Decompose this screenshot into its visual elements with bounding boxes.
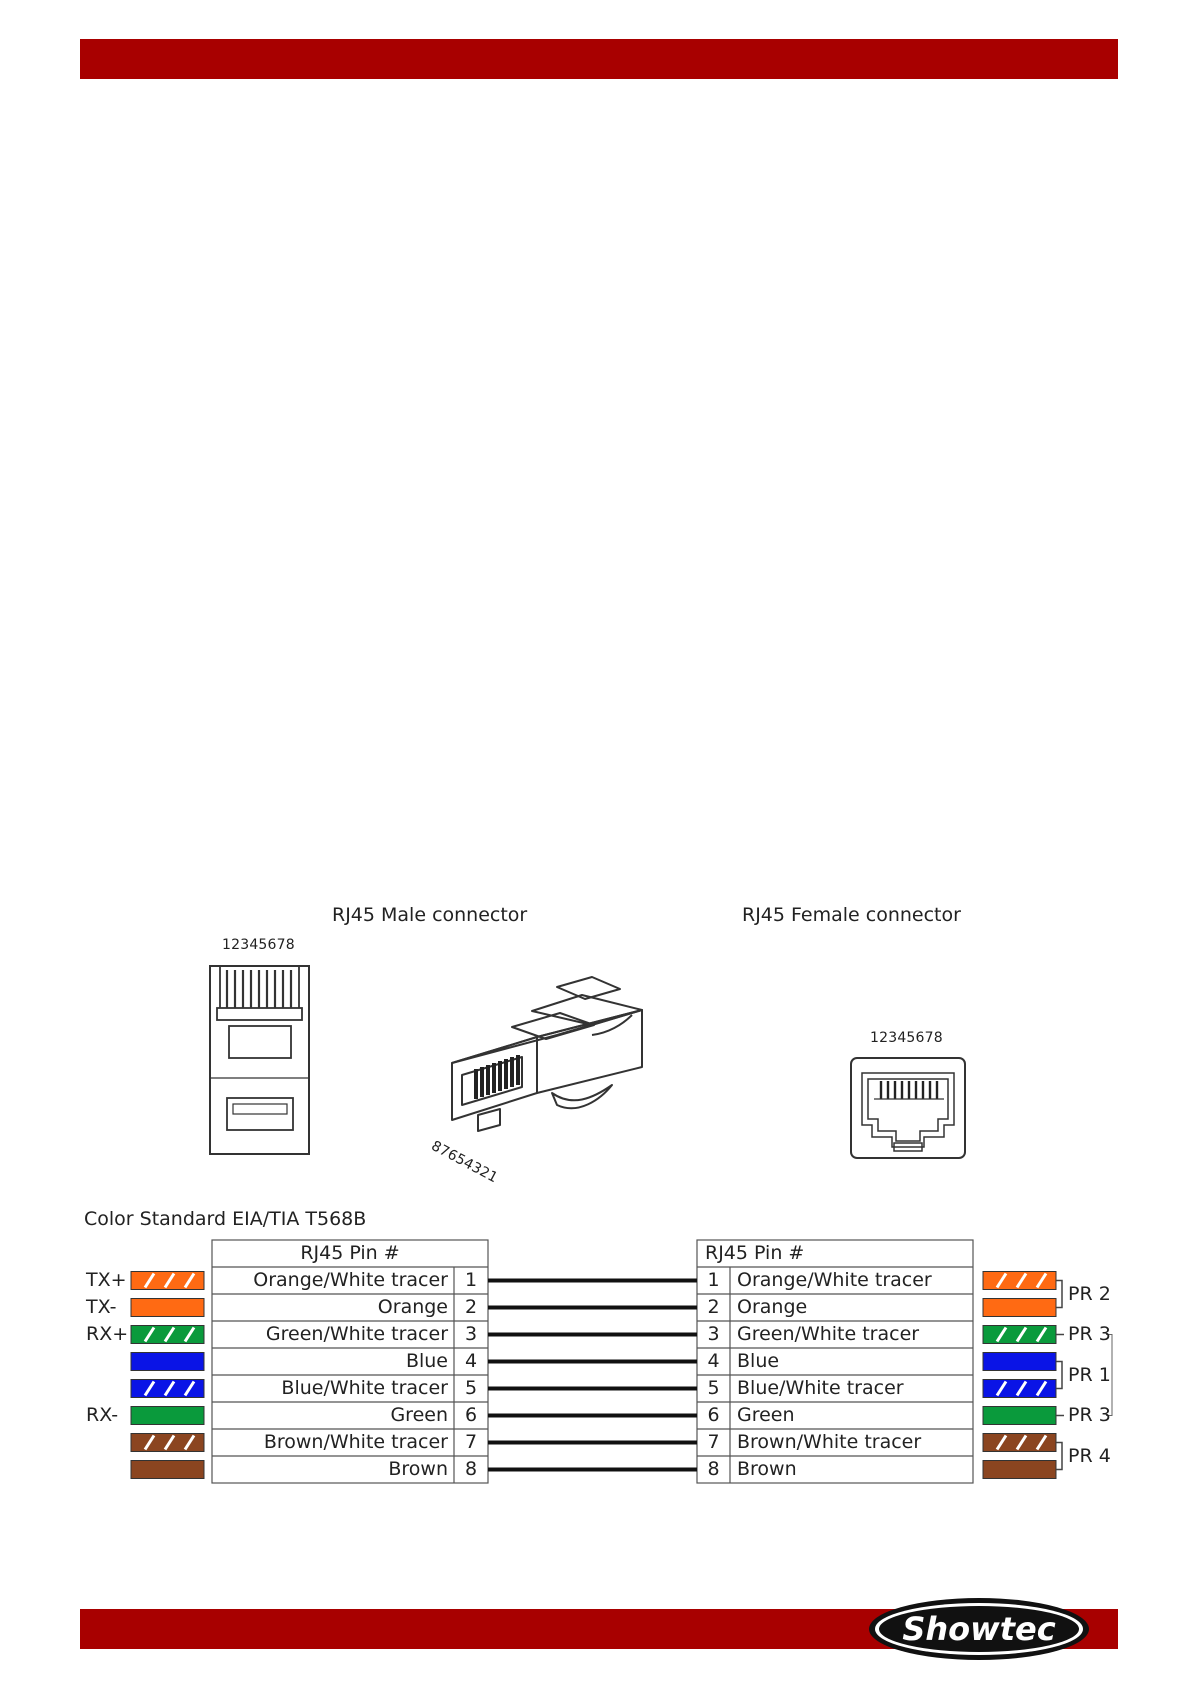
left-swatch-2 — [131, 1299, 204, 1317]
left-pin-6: 6 — [464, 1404, 478, 1426]
header-bar — [80, 39, 1118, 79]
left-swatch-stripe — [145, 1328, 154, 1342]
pair-bracket-green — [1106, 1335, 1112, 1416]
left-pin-1: 1 — [464, 1269, 478, 1291]
right-pin-2: 2 — [707, 1296, 720, 1318]
right-swatch-stripe — [1037, 1436, 1046, 1450]
left-swatch-7 — [131, 1434, 204, 1452]
right-color-name-3: Green/White tracer — [737, 1323, 920, 1345]
signal-2: TX- — [86, 1296, 117, 1318]
left-swatch-8 — [131, 1461, 204, 1479]
signal-3: RX+ — [86, 1323, 129, 1345]
right-color-name-5: Blue/White tracer — [737, 1377, 904, 1399]
right-swatch-stripe — [997, 1274, 1006, 1288]
left-swatch-stripe — [165, 1382, 174, 1396]
right-pin-5: 5 — [707, 1377, 720, 1399]
right-swatch-stripe — [1017, 1274, 1026, 1288]
signal-1: TX+ — [86, 1269, 127, 1291]
color-standard-title: Color Standard EIA/TIA T568B — [84, 1208, 367, 1230]
right-swatch-stripe — [1017, 1382, 1026, 1396]
left-swatch-stripe — [145, 1382, 154, 1396]
right-swatch-stripe — [997, 1328, 1006, 1342]
left-swatch-stripe — [165, 1328, 174, 1342]
right-swatch-stripe — [997, 1436, 1006, 1450]
left-color-name-3: Green/White tracer — [265, 1323, 448, 1345]
right-swatch-6 — [983, 1407, 1056, 1425]
right-pin-8: 8 — [707, 1458, 720, 1480]
left-pin-8: 8 — [464, 1458, 478, 1480]
right-pin-6: 6 — [707, 1404, 720, 1426]
right-pin-7: 7 — [707, 1431, 720, 1453]
right-color-name-6: Green — [737, 1404, 795, 1426]
right-swatch-3 — [983, 1326, 1056, 1344]
right-pin-3: 3 — [707, 1323, 720, 1345]
pair-bracket-blue — [1056, 1362, 1062, 1389]
right-table-frame — [697, 1240, 973, 1483]
male-connector-iso-drawing — [442, 975, 662, 1150]
male-side-pin-numbers: 87654321 — [428, 1138, 501, 1187]
right-table-header: RJ45 Pin # — [705, 1242, 805, 1264]
right-swatch-2 — [983, 1299, 1056, 1317]
left-swatch-5 — [131, 1380, 204, 1398]
left-swatch-stripe — [185, 1274, 194, 1288]
right-pin-1: 1 — [707, 1269, 720, 1291]
signal-6: RX- — [86, 1404, 119, 1426]
pair-bracket-brown — [1056, 1443, 1062, 1470]
pair-bracket-orange — [1056, 1281, 1062, 1308]
left-pin-7: 7 — [464, 1431, 478, 1453]
right-swatch-stripe — [1017, 1436, 1026, 1450]
left-color-name-4: Blue — [405, 1350, 448, 1372]
left-swatch-4 — [131, 1353, 204, 1371]
female-connector-drawing — [848, 1055, 968, 1161]
right-swatch-stripe — [1037, 1274, 1046, 1288]
right-color-name-8: Brown — [737, 1458, 797, 1480]
right-color-name-1: Orange/White tracer — [737, 1269, 932, 1291]
pair-label-pr3-a: PR 3 — [1068, 1323, 1111, 1345]
logo-text: Showtec — [902, 1610, 1056, 1648]
right-swatch-4 — [983, 1353, 1056, 1371]
female-connector-title: RJ45 Female connector — [742, 904, 961, 926]
left-swatch-stripe — [185, 1436, 194, 1450]
left-swatch-1 — [131, 1272, 204, 1290]
right-swatch-5 — [983, 1380, 1056, 1398]
left-pin-3: 3 — [464, 1323, 478, 1345]
pair-label-pr2: PR 2 — [1068, 1282, 1111, 1305]
male-front-pin-numbers: 12345678 — [222, 937, 295, 953]
right-swatch-stripe — [1037, 1328, 1046, 1342]
right-swatch-1 — [983, 1272, 1056, 1290]
right-color-name-2: Orange — [737, 1296, 808, 1318]
left-swatch-6 — [131, 1407, 204, 1425]
left-color-name-5: Blue/White tracer — [281, 1377, 448, 1399]
right-pin-4: 4 — [707, 1350, 720, 1372]
male-connector-title: RJ45 Male connector — [332, 904, 528, 926]
left-color-name-1: Orange/White tracer — [253, 1269, 448, 1291]
left-pin-5: 5 — [464, 1377, 478, 1399]
left-color-name-6: Green — [390, 1404, 448, 1426]
left-swatch-stripe — [185, 1382, 194, 1396]
left-swatch-stripe — [185, 1328, 194, 1342]
left-color-name-7: Brown/White tracer — [263, 1431, 448, 1453]
right-color-name-7: Brown/White tracer — [737, 1431, 922, 1453]
right-swatch-7 — [983, 1434, 1056, 1452]
pair-label-pr4: PR 4 — [1068, 1444, 1111, 1467]
left-pin-2: 2 — [464, 1296, 478, 1318]
pair-label-pr3-b: PR 3 — [1068, 1404, 1111, 1426]
left-table-header: RJ45 Pin # — [300, 1242, 400, 1264]
left-swatch-stripe — [165, 1436, 174, 1450]
pair-label-pr1: PR 1 — [1068, 1363, 1111, 1386]
left-table-frame — [212, 1240, 488, 1483]
right-swatch-stripe — [1037, 1382, 1046, 1396]
left-swatch-stripe — [145, 1436, 154, 1450]
showtec-logo — [866, 1596, 1092, 1662]
right-swatch-8 — [983, 1461, 1056, 1479]
left-color-name-2: Orange — [377, 1296, 448, 1318]
female-pin-numbers: 12345678 — [870, 1030, 943, 1046]
left-swatch-stripe — [145, 1274, 154, 1288]
male-connector-front-drawing — [205, 958, 315, 1158]
right-color-name-4: Blue — [737, 1350, 780, 1372]
left-swatch-stripe — [165, 1274, 174, 1288]
left-swatch-3 — [131, 1326, 204, 1344]
left-pin-4: 4 — [464, 1350, 478, 1372]
right-swatch-stripe — [1017, 1328, 1026, 1342]
right-swatch-stripe — [997, 1382, 1006, 1396]
left-color-name-8: Brown — [388, 1458, 448, 1480]
